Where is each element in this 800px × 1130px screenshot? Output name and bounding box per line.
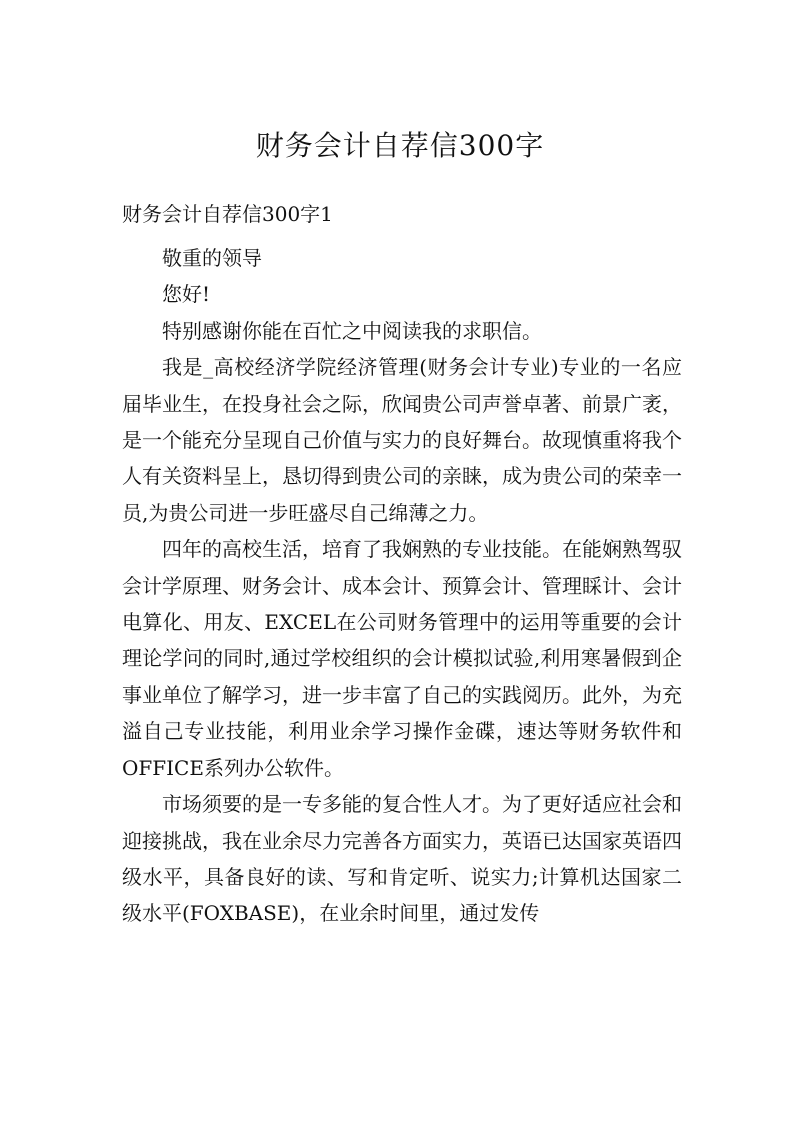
document-title: 财务会计自荐信300字 <box>255 129 545 162</box>
body-paragraph: 市场须要的是一专多能的复合性人才。为了更好适应社会和迎接挑战，我在业余尽力完善各方面实力，英语已达国家英语四级水平，具备良好的读、写和肯定听、说实力;计算机达国家二级水平(FOXBASE)，在业余时间里，通过发传 <box>122 792 682 926</box>
body-paragraph: 我是_高校经济学院经济管理(财务会计专业)专业的一名应届毕业生，在投身社会之际，欣闻贵公司声誉卓著、前景广袤，是一个能充分呈现自己价值与实力的良好舞台。故现慎重将我个人有关资料呈上，恳切得到贵公司的亲睐，成为贵公司的荣幸一员,为贵公司进一步旺盛尽自己绵薄之力。 <box>122 355 682 525</box>
body-paragraph: 四年的高校生活，培育了我娴熟的专业技能。在能娴熟驾驭会计学原理、财务会计、成本会计、预算会计、管理睬计、会计电算化、用友、EXCEL在公司财务管理中的运用等重要的会计理论学问的同时,通过学校组织的会计模拟试验,利用寒暑假到企事业单位了解学习，进一步丰富了自己的实践阅历。此外，为充溢自己专业技能，利用业余学习操作金碟，速达等财务软件和OFFICE系列办公软件。 <box>122 537 682 780</box>
salutation: 敬重的领导 <box>162 246 262 270</box>
letter-body <box>122 240 682 932</box>
greeting: 您好! <box>162 282 211 307</box>
section-heading: 财务会计自荐信300字1 <box>122 202 333 226</box>
body-paragraph: 特别感谢你能在百忙之中阅读我的求职信。 <box>162 318 542 343</box>
